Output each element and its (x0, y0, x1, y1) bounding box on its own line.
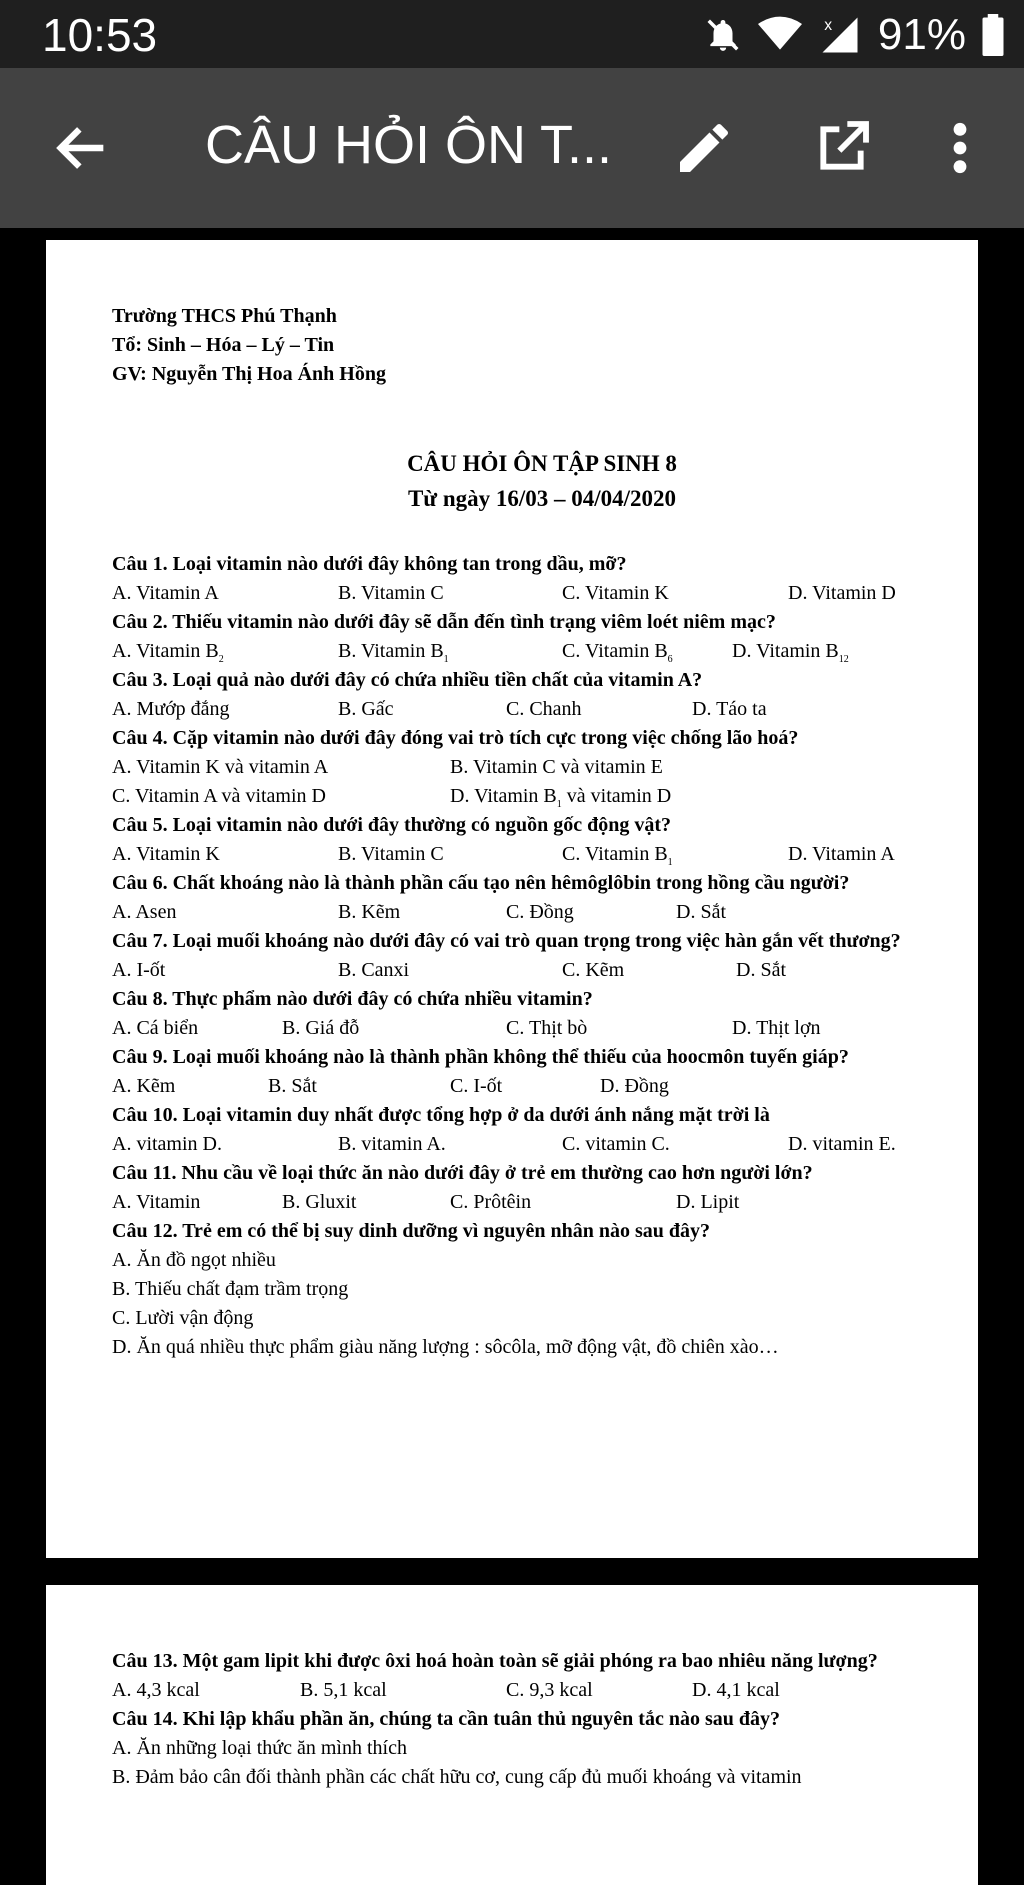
answer-option: D. Táo ta (692, 698, 767, 720)
cellular-signal-icon (818, 14, 862, 56)
svg-text:x: x (824, 16, 833, 34)
question-text: Câu 1. Loại vitamin nào dưới đây không tan trong dầu, mỡ? (112, 553, 627, 575)
answer-option: D. vitamin E. (788, 1133, 896, 1155)
answer-option: A. Vitamin (112, 1191, 201, 1213)
battery-icon (982, 14, 1004, 56)
answer-options (112, 782, 972, 811)
question-text: Câu 8. Thực phẩm nào dưới đây có chứa nhiều vitamin? (112, 988, 593, 1010)
answer-option: D. Ăn quá nhiều thực phẩm giàu năng lượng : sôcôla, mỡ động vật, đồ chiên xào… (112, 1336, 779, 1358)
answer-option: A. vitamin D. (112, 1133, 222, 1155)
app-bar (0, 68, 1024, 228)
answer-option: A. Vitamin A (112, 582, 219, 604)
answer-option: B. Kẽm (338, 901, 401, 923)
answer-option: B. Vitamin C (338, 582, 444, 604)
document-main-title: CÂU HỎI ÔN TẬP SINH 8 (407, 451, 677, 476)
answer-option: B. Vitamin C (338, 843, 444, 865)
answer-option: C. Vitamin A và vitamin D (112, 785, 326, 807)
answer-option: B. 5,1 kcal (300, 1679, 387, 1701)
answer-option: D. Vitamin $B_1$ và vitamin D (450, 785, 672, 810)
back-arrow-icon[interactable] (50, 116, 114, 180)
answer-options (112, 956, 972, 985)
question-text: Câu 10. Loại vitamin duy nhất được tổng hợp ở da dưới ánh nắng mặt trời là (112, 1104, 770, 1126)
answer-option: B. Đảm bảo cân đối thành phần các chất hữu cơ, cung cấp đủ muối khoáng và vitamin (112, 1766, 802, 1788)
answer-option: A. Vitamin $B_2$ (112, 640, 224, 665)
header-line: GV: Nguyễn Thị Hoa Ánh Hồng (112, 363, 386, 385)
more-options-icon[interactable] (940, 116, 980, 180)
document-date-range: Từ ngày 16/03 – 04/04/2020 (407, 486, 677, 511)
answer-option: D. 4,1 kcal (692, 1679, 780, 1701)
answer-option: A. Mướp đắng (112, 698, 230, 720)
answer-option: A. 4,3 kcal (112, 1679, 200, 1701)
question-text: Câu 6. Chất khoáng nào là thành phần cấu tạo nên hêmôglôbin trong hồng cầu người? (112, 872, 850, 894)
answer-options (112, 840, 972, 869)
document-heading (112, 446, 972, 516)
header-line: Trường THCS Phú Thạnh (112, 305, 337, 327)
answer-option: A. I-ốt (112, 959, 166, 981)
answer-option: C. 9,3 kcal (506, 1679, 593, 1701)
answer-option: B. Canxi (338, 959, 410, 981)
answer-option: C. I-ốt (450, 1075, 503, 1097)
question-text: Câu 12. Trẻ em có thể bị suy dinh dưỡng vì nguyên nhân nào sau đây? (112, 1220, 711, 1242)
document-title: CÂU HỎI ÔN T... (205, 115, 613, 175)
answer-option: C. Vitamin $B_6$ (562, 640, 673, 665)
answer-options (112, 753, 972, 782)
notifications-off-icon (704, 15, 742, 55)
question-text: Câu 3. Loại quả nào dưới đây có chứa nhiều tiền chất của vitamin A? (112, 669, 703, 691)
answer-option: B. vitamin A. (338, 1133, 446, 1155)
answer-option: C. Thịt bò (506, 1017, 588, 1039)
answer-options (112, 1014, 972, 1043)
answer-option: A. Asen (112, 901, 177, 923)
answer-option: D. Vitamin D (788, 582, 896, 604)
answer-option: A. Vitamin K và vitamin A (112, 756, 329, 778)
question-text: Câu 13. Một gam lipit khi được ôxi hoá hoàn toàn sẽ giải phóng ra bao nhiêu năng lượng? (112, 1650, 878, 1672)
answer-options (112, 898, 972, 927)
answer-options (112, 695, 972, 724)
answer-options (112, 1676, 972, 1705)
answer-option: C. Prôtêin (450, 1191, 532, 1213)
answer-option: C. Đồng (506, 901, 574, 923)
status-bar (0, 0, 1024, 68)
question-text: Câu 5. Loại vitamin nào dưới đây thường có nguồn gốc động vật? (112, 814, 672, 836)
answer-option: A. Cá biển (112, 1017, 199, 1039)
wifi-icon (758, 15, 802, 55)
answer-option: C. Chanh (506, 698, 582, 720)
answer-options (112, 1130, 972, 1159)
answer-option: B. Sắt (268, 1075, 317, 1097)
open-external-icon[interactable] (810, 116, 874, 180)
question-text: Câu 9. Loại muối khoáng nào là thành phần không thể thiếu của hoocmôn tuyến giáp? (112, 1046, 849, 1068)
answer-options (112, 637, 972, 666)
answer-option: C. Vitamin K (562, 582, 669, 604)
answer-option: D. Vitamin A (788, 843, 895, 865)
answer-option: B. Thiếu chất đạm trầm trọng (112, 1278, 349, 1300)
answer-option: C. vitamin C. (562, 1133, 670, 1155)
document-page-1[interactable] (46, 240, 978, 1558)
question-list (112, 1647, 972, 1792)
answer-option: D. Lipit (676, 1191, 740, 1213)
document-page-2[interactable] (46, 1585, 978, 1885)
answer-option: B. Gluxit (282, 1191, 357, 1213)
answer-option: C. Kẽm (562, 959, 625, 981)
answer-option: B. Vitamin C và vitamin E (450, 756, 663, 778)
answer-option: D. Thịt lợn (732, 1017, 821, 1039)
answer-option: D. Sắt (736, 959, 786, 981)
status-time: 10:53 (42, 9, 158, 61)
answer-option: D. Vitamin $B_{12}$ (732, 640, 849, 665)
question-text: Câu 2. Thiếu vitamin nào dưới đây sẽ dẫn đến tình trạng viêm loét niêm mạc? (112, 611, 776, 633)
header-line: Tổ: Sinh – Hóa – Lý – Tin (112, 334, 335, 356)
answer-option: D. Đồng (600, 1075, 669, 1097)
answer-option: A. Vitamin K (112, 843, 220, 865)
question-list (112, 550, 972, 1362)
answer-option: D. Sắt (676, 901, 726, 923)
answer-option: B. Gấc (338, 698, 394, 720)
answer-options (112, 1188, 972, 1217)
answer-option: B. Giá đỗ (282, 1017, 360, 1039)
answer-option: A. Kẽm (112, 1075, 176, 1097)
question-text: Câu 4. Cặp vitamin nào dưới đây đóng vai trò tích cực trong việc chống lão hoá? (112, 727, 799, 749)
edit-pencil-icon[interactable] (672, 116, 736, 180)
question-text: Câu 11. Nhu cầu về loại thức ăn nào dưới đây ở trẻ em thường cao hơn người lớn? (112, 1162, 813, 1184)
question-text: Câu 7. Loại muối khoáng nào dưới đây có vai trò quan trọng trong việc hàn gắn vết thương? (112, 930, 901, 952)
battery-percent: 91% (877, 10, 966, 59)
answer-option: C. Lười vận động (112, 1307, 254, 1329)
answer-option: A. Ăn đồ ngọt nhiều (112, 1249, 276, 1271)
school-header (112, 302, 972, 389)
question-text: Câu 14. Khi lập khẩu phần ăn, chúng ta cần tuân thủ nguyên tắc nào sau đây? (112, 1708, 780, 1730)
answer-options (112, 579, 972, 608)
answer-option: A. Ăn những loại thức ăn mình thích (112, 1737, 407, 1759)
answer-option: C. Vitamin $B_1$ (562, 843, 673, 868)
answer-options (112, 1072, 972, 1101)
answer-option: B. Vitamin $B_1$ (338, 640, 449, 665)
